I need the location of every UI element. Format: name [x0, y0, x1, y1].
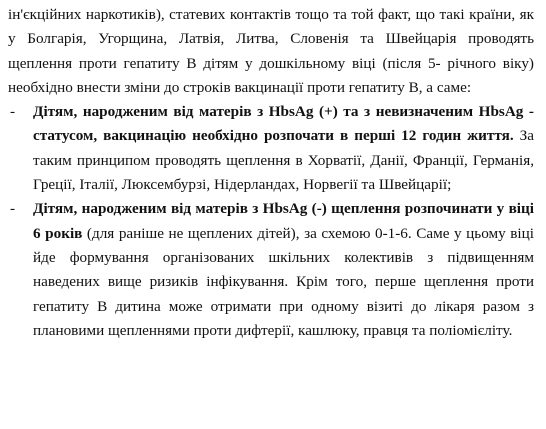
list-bullet: -	[10, 103, 16, 121]
list-item-bold-text: Дітям, народженим від матерів з HbsAg (+) та з невизначеним HbsAg - статусом, вакцинацію необхідно розпочати в перші 12 годин життя.	[33, 103, 534, 145]
list-item-text: (для раніше не щеплених дітей), за схемою 0-1-6. Саме у цьому віці йде формування організованих шкільних колективів з підвищенням наведених вище ризиків інфікування. Крім того, перше щеплення проти гепатиту В дитина може отримати при одному візиті до лікаря разом з плановими щепленнями проти дифтерії, кашлюку, правця та поліомієліту.	[33, 224, 534, 339]
list-item	[8, 197, 534, 343]
recommendations-list	[8, 100, 534, 343]
list-item-bold-text: Дітям, народженим від матерів з HbsAg (-) щеплення розпочинати у віці 6 років	[33, 200, 534, 242]
intro-paragraph: ін'єкційних наркотиків), статевих контактів тощо та той факт, що такі країни, як у Болгарія, Угорщина, Латвія, Литва, Словенія та Швейцарія проводять щеплення проти гепатиту В дітям у дошкільному віці (після 5- річного віку) необхідно внести зміни до строків вакцинації проти гепатиту В, а саме:	[8, 6, 534, 96]
list-item-text: За таким принципом проводять щеплення в Хорватії, Данії, Франції, Германія, Греції, Італії, Люксембурзі, Нідерландах, Норвегії та Швейцарії;	[33, 127, 534, 194]
list-item	[8, 100, 534, 197]
list-bullet: -	[10, 200, 16, 218]
